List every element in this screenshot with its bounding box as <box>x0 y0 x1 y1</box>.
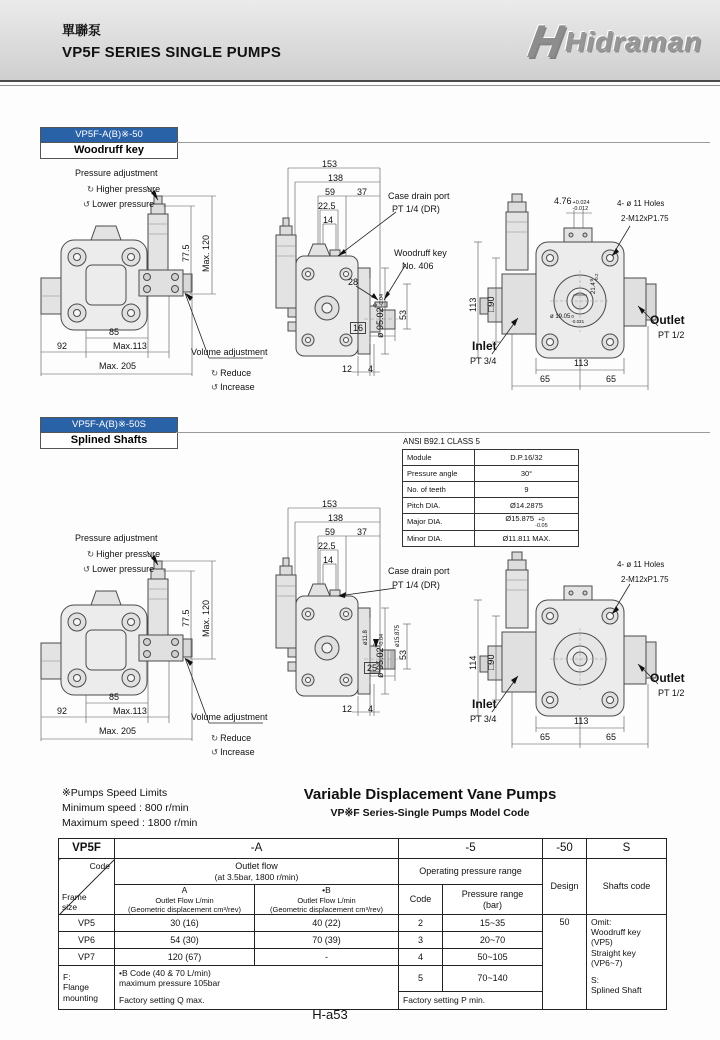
model-code-table <box>58 838 667 1010</box>
cell: 20~70 <box>443 932 543 949</box>
spec-label: No. of teeth <box>403 482 475 498</box>
cell: 70 (39) <box>255 932 399 949</box>
dim-label: 59 <box>325 527 336 537</box>
cell: VP7 <box>59 949 115 966</box>
ccw-arrow-icon: ↺ <box>211 747 219 757</box>
spec-label: Major DIA. <box>403 514 475 531</box>
pump-rear-view-drawing <box>462 190 715 398</box>
reduce-label <box>211 733 251 744</box>
cw-arrow-icon: ↻ <box>211 368 219 378</box>
label-text: Lower pressure <box>92 564 155 574</box>
s1-side-view <box>35 162 268 400</box>
volume-adjustment-label: Volume adjustment <box>191 712 268 722</box>
title-chinese: 單聯泵 <box>62 23 102 38</box>
section1-rule <box>176 142 710 143</box>
dim-label: 153 <box>322 499 338 509</box>
spec-label: Pressure angle <box>403 466 475 482</box>
increase-label <box>211 382 255 393</box>
dim-label: 65 <box>540 732 551 742</box>
dim-label: 113 <box>574 358 589 368</box>
cell: -A <box>115 839 399 859</box>
label-text: ø 95.02 <box>374 647 385 678</box>
cell: 30 (16) <box>115 915 255 932</box>
increase-label <box>211 747 255 758</box>
max-speed: Maximum speed : 1800 r/min <box>62 817 198 830</box>
dim-label: 14 <box>323 215 334 225</box>
code-row <box>59 839 667 859</box>
header-cell: Outlet flow (at 3.5bar, 1800 r/min) <box>115 859 399 885</box>
dim-label: 37 <box>357 187 368 197</box>
label-text: ø 95.02 <box>374 307 385 338</box>
lower-pressure-label <box>83 199 154 210</box>
corner-code-label: Code <box>89 861 110 871</box>
tolerance: 0 -0.2 <box>589 273 599 282</box>
header-cell: Pressure range (bar) <box>443 885 543 915</box>
dim-label: 25 <box>364 662 380 674</box>
section2-rule <box>176 432 710 433</box>
dim-label: 14 <box>323 555 334 565</box>
spec-value: Ø15.875 +0 -0.05 <box>475 514 579 531</box>
outlet-label: Outlet <box>650 671 685 685</box>
pressure-adjustment-label: Pressure adjustment <box>75 533 158 543</box>
cell: 2 <box>399 915 443 932</box>
woodruff-key-no-label: No. 406 <box>402 261 434 271</box>
cell: 50~105 <box>443 949 543 966</box>
dim-label: 85 <box>109 692 120 702</box>
dim-label: Max. 120 <box>201 599 211 637</box>
hidraman-logo <box>524 15 702 67</box>
dim-label: 138 <box>328 173 344 183</box>
cw-arrow-icon: ↻ <box>211 733 219 743</box>
case-drain-port-label: PT 1/4 (DR) <box>392 580 440 590</box>
page-number: H-a53 <box>312 1007 348 1022</box>
header-cell: Code <box>399 885 443 915</box>
min-speed: Minimum speed : 800 r/min <box>62 802 189 815</box>
dim-label: 113 <box>468 297 478 312</box>
cell: 5 <box>399 966 443 992</box>
dim-label: Max.113 <box>113 706 147 716</box>
pressure-adjustment-label: Pressure adjustment <box>75 168 158 178</box>
page-header <box>0 0 720 82</box>
dim-label <box>374 294 386 338</box>
cw-arrow-icon: ↻ <box>87 549 95 559</box>
dim-label: 4 <box>368 364 374 374</box>
label-text: Increase <box>220 382 255 392</box>
label-text: 4.76 <box>554 196 572 206</box>
dim-label: 22.5 <box>318 201 336 211</box>
lower-pressure-label <box>83 564 154 575</box>
header-row <box>59 859 667 885</box>
dim-label: 12 <box>342 704 353 714</box>
dim-label: 92 <box>57 341 68 351</box>
cell: -5 <box>399 839 543 859</box>
case-drain-label: Case drain port <box>388 191 450 201</box>
spec-value: 9 <box>475 482 579 498</box>
corner-frame-label: Frame size <box>62 892 87 912</box>
dim-label <box>554 196 590 213</box>
dim-label: □90 <box>486 296 496 312</box>
woodruff-key-label: Woodruff key <box>394 248 447 258</box>
cell: VP6 <box>59 932 115 949</box>
header-cell: Operating pressure range <box>399 859 543 885</box>
cell: 40 (22) <box>255 915 399 932</box>
dim-label: 114 <box>468 655 478 670</box>
tolerance: +0.024 -0.012 <box>572 200 590 212</box>
dim-label: 16 <box>350 322 366 334</box>
label-text: Increase <box>220 747 255 757</box>
dim-label: 53 <box>398 309 408 320</box>
inlet-port-label: PT 3/4 <box>470 714 497 724</box>
header-cell: Shafts code <box>587 859 667 915</box>
dim-label: 37 <box>357 527 368 537</box>
header-cell: •B Outlet Flow L/min (Geometric displacement cm³/rev) <box>255 885 399 915</box>
dim-label: 22.5 <box>318 541 336 551</box>
higher-pressure-label <box>87 184 160 195</box>
s2-side-view <box>35 527 268 765</box>
spec-value: Ø14.2875 <box>475 498 579 514</box>
dim-label: ø15.875 <box>395 624 401 647</box>
model-code-heading <box>240 786 620 819</box>
cell: 120 (67) <box>115 949 255 966</box>
dim-label: Max.113 <box>113 341 147 351</box>
cell: 70~140 <box>443 966 543 992</box>
header-cell: A Outlet Flow L/min (Geometric displacement cm³/rev) <box>115 885 255 915</box>
label-text: Higher pressure <box>96 549 161 559</box>
section1-tag <box>40 127 178 159</box>
dim-label: 92 <box>57 706 68 716</box>
spec-value: 30° <box>475 466 579 482</box>
dim-label: □90 <box>486 654 496 670</box>
s2-front-view <box>268 500 468 745</box>
corner-cell <box>59 859 115 915</box>
s2-rear-view <box>462 548 715 758</box>
label-text: Reduce <box>220 368 252 378</box>
cw-arrow-icon: ↻ <box>87 184 95 194</box>
header-divider <box>0 85 720 86</box>
factory-setting-cell: Factory setting P min. <box>399 992 543 1010</box>
speed-limits-title: ※Pumps Speed Limits <box>62 787 168 799</box>
section1-model-code: VP5F-A(B)※-50 <box>41 128 177 142</box>
table-row <box>59 915 667 932</box>
pump-side-view-drawing <box>35 527 265 765</box>
thread-label: 2-M12xP1.75 <box>621 575 669 584</box>
dim-label: 59 <box>325 187 336 197</box>
dim-label: 77.5 <box>181 244 191 262</box>
label-text: ø 19.05 <box>550 314 571 320</box>
holes-label: 4- ø 11 Holes <box>617 560 665 569</box>
section1-key-type: Woodruff key <box>41 142 177 158</box>
tolerance: 0 -0.021 <box>571 314 585 324</box>
label-text: Reduce <box>220 733 252 743</box>
inlet-label: Inlet <box>472 339 497 353</box>
dim-label: 113 <box>574 716 589 726</box>
cell: 15~35 <box>443 915 543 932</box>
cell: -50 <box>543 839 587 859</box>
reduce-label <box>211 368 251 379</box>
pump-side-view-drawing <box>35 162 265 400</box>
s1-rear-view <box>462 190 715 398</box>
main-title: Variable Displacement Vane Pumps <box>303 786 557 803</box>
logo-h-icon: H <box>524 15 567 67</box>
dim-label: 77.5 <box>181 609 191 627</box>
cell: VP5F <box>59 839 115 859</box>
case-drain-port-label: PT 1/4 (DR) <box>392 204 440 214</box>
cell: 54 (30) <box>115 932 255 949</box>
volume-adjustment-label: Volume adjustment <box>191 347 268 357</box>
tolerance: 0 -0.04 <box>373 633 385 647</box>
pump-rear-view-drawing <box>462 548 715 758</box>
dim-label: 12 <box>342 364 353 374</box>
case-drain-label: Case drain port <box>388 566 450 576</box>
sub-title: VP※F Series-Single Pumps Model Code <box>330 807 530 819</box>
dim-label: 153 <box>322 159 338 169</box>
b-code-note-cell: •B Code (40 & 70 L/min) maximum pressure 105bar Factory setting Q max. <box>115 966 399 1010</box>
header-cell: Design <box>543 859 587 915</box>
spline-spec-title: ANSI B92.1 CLASS 5 <box>403 437 480 446</box>
label-text: Lower pressure <box>92 199 155 209</box>
dim-label: 65 <box>540 374 551 384</box>
outlet-port-label: PT 1/2 <box>658 330 685 340</box>
higher-pressure-label <box>87 549 160 560</box>
dim-label: Max. 205 <box>99 726 137 736</box>
ccw-arrow-icon: ↺ <box>83 199 91 209</box>
ccw-arrow-icon: ↺ <box>211 382 219 392</box>
dim-label: ø11.8 <box>363 630 369 645</box>
flange-cell: F: Flange mounting <box>59 966 115 1010</box>
section2-model-code: VP5F-A(B)※-50S <box>41 418 177 432</box>
cell: - <box>255 949 399 966</box>
s1-front-view <box>268 160 468 398</box>
dim-label: 53 <box>398 649 408 660</box>
design-value-cell: 50 <box>543 915 587 1010</box>
cell: 4 <box>399 949 443 966</box>
dim-label: Max. 205 <box>99 361 137 371</box>
section2-key-type: Splined Shafts <box>41 432 177 448</box>
cell: 3 <box>399 932 443 949</box>
ccw-arrow-icon: ↺ <box>83 564 91 574</box>
dim-label <box>590 274 599 294</box>
inlet-label: Inlet <box>472 697 497 711</box>
shafts-code-cell: Omit: Woodruff key (VP5) Straight key (VP6~7) S: Splined Shaft <box>587 915 667 1010</box>
dim-label: 28 <box>348 277 359 287</box>
inlet-port-label: PT 3/4 <box>470 356 497 366</box>
section2-tag <box>40 417 178 449</box>
spec-label: Module <box>403 450 475 466</box>
tolerance: 0 -0.04 <box>373 293 385 307</box>
page-title: VP5F SERIES SINGLE PUMPS <box>62 44 282 61</box>
dim-label: 65 <box>606 374 617 384</box>
dim-label: 138 <box>328 513 344 523</box>
dim-label <box>550 314 584 324</box>
label-text: Higher pressure <box>96 184 161 194</box>
dim-label: 85 <box>109 327 120 337</box>
thread-label: 2-M12xP1.75 <box>621 214 669 223</box>
holes-label: 4- ø 11 Holes <box>617 199 665 208</box>
outlet-port-label: PT 1/2 <box>658 688 685 698</box>
spec-value: Ø11.811 MAX. <box>475 530 579 546</box>
spec-value: D.P.16/32 <box>475 450 579 466</box>
cell: S <box>587 839 667 859</box>
outlet-label: Outlet <box>650 313 685 327</box>
pump-speed-limits <box>62 786 197 832</box>
spec-label: Pitch DIA. <box>403 498 475 514</box>
label-text: 21.4 <box>591 282 598 294</box>
tolerance: +0 -0.05 <box>535 517 548 529</box>
spec-label: Minor DIA. <box>403 530 475 546</box>
dim-label: 65 <box>606 732 617 742</box>
dim-label: 4 <box>368 704 374 714</box>
logo-wordmark: Hidraman <box>564 25 702 57</box>
dim-label: Max. 120 <box>201 234 211 272</box>
cell: VP5 <box>59 915 115 932</box>
